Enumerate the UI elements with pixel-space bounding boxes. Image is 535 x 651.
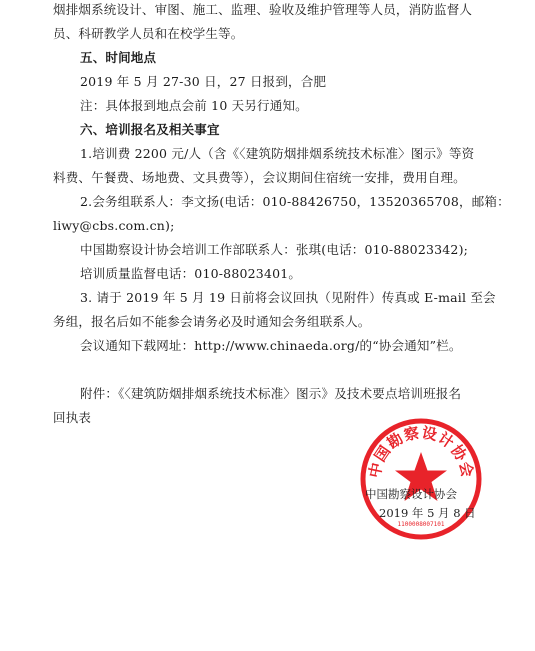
svg-text:中国勘察设计协会: 中国勘察设计协会 <box>365 423 477 480</box>
body-line: 1.培训费 2200 元/人（含《〈建筑防烟排烟系统技术标准〉图示》等资 <box>80 146 475 161</box>
attachment-line: 回执表 <box>53 410 92 425</box>
svg-text:1100008007101: 1100008007101 <box>397 521 445 528</box>
body-line: 务组，报名后如不能参会请务必及时通知会务组联系人。 <box>53 314 371 329</box>
body-line: 中国勘察设计协会培训工作部联系人：张琪(电话：010-88023342); <box>80 242 469 257</box>
body-line: 2019 年 5 月 27-30 日，27 日报到，合肥 <box>80 74 327 89</box>
body-line: 料费、午餐费、场地费、文具费等），会议期间住宿统一安排，费用自理。 <box>53 170 466 185</box>
body-line: 3. 请于 2019 年 5 月 19 日前将会议回执（见附件）传真或 E-mail 至会 <box>80 290 496 305</box>
body-line: 培训质量监督电话：010-88023401。 <box>80 266 302 281</box>
body-line: 烟排烟系统设计、审图、施工、监理、验收及维护管理等人员，消防监督人 <box>53 2 473 17</box>
body-line: 注：具体报到地点会前 10 天另行通知。 <box>80 98 308 113</box>
attachment-line: 附件：《〈建筑防烟排烟系统技术标准〉图示》及技术要点培训班报名 <box>80 386 462 401</box>
body-line: 2.会务组联系人：李文扬(电话：010-88426750，13520365708，邮箱： <box>80 194 510 209</box>
official-seal <box>360 418 482 540</box>
section-heading-registration: 六、培训报名及相关事宜 <box>80 122 220 137</box>
body-line: 员、科研教学人员和在校学生等。 <box>53 26 244 41</box>
signature-org: 中国勘察设计协会 <box>365 487 457 501</box>
download-url-line: 会议通知下载网址：http://www.chinaeda.org/的“协会通知”栏。 <box>80 338 462 353</box>
signature-date: 2019 年 5 月 8 日 <box>379 506 476 520</box>
email-line: liwy@cbs.com.cn); <box>53 218 175 233</box>
section-heading-time-place: 五、时间地点 <box>80 50 157 65</box>
